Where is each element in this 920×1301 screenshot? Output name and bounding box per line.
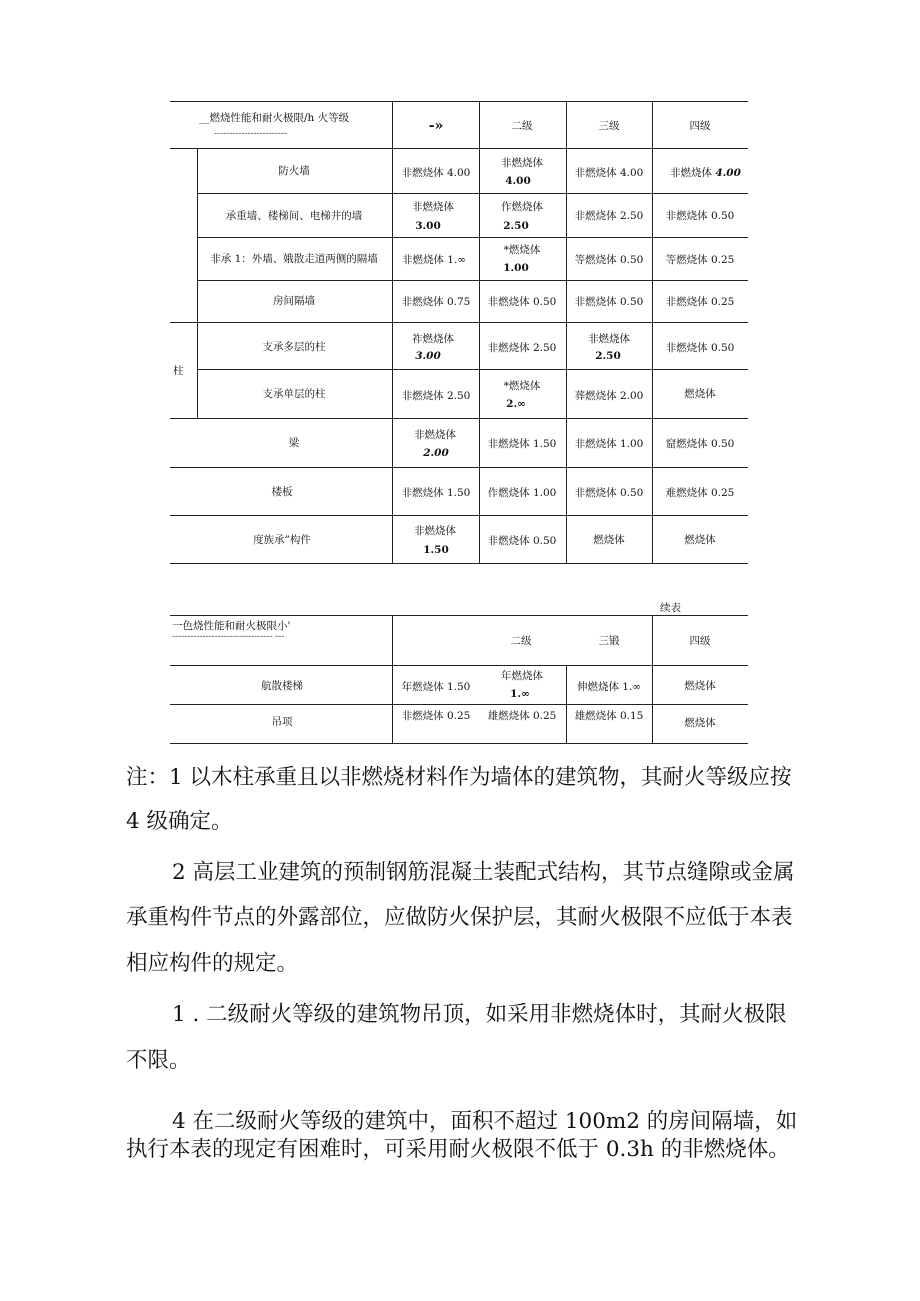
grade3-header: 三锻 xyxy=(598,635,620,647)
table-cell: 非燃烧体 2.50 xyxy=(574,210,644,222)
table-cell: 燃烧体 xyxy=(684,717,716,729)
row-label: 支承多层的柱 xyxy=(262,341,326,353)
table-cell: 年燃烧体 xyxy=(501,670,543,682)
grade2-header: 二级 xyxy=(510,635,532,647)
table-cell: 非燃烧体 0.50 xyxy=(574,487,644,499)
table-cell: 非燃烧体 1.50 xyxy=(401,487,471,499)
table-cell: 2.∞ xyxy=(506,398,526,410)
table-cell: 等燃烧体 0.25 xyxy=(665,254,735,266)
table-cell: 非燃烧体 0.50 xyxy=(665,342,735,354)
column-group-label: 柱 xyxy=(173,365,184,377)
table-cell: 非燃烧体 xyxy=(414,525,456,537)
note-2-line-1: 2 高层工业建筑的预制钢筋混凝土装配式结构，其节点缝隙或金属 xyxy=(172,860,795,885)
grade1-header: -» xyxy=(428,118,444,134)
table-cell: 非燃烧体 xyxy=(501,157,543,169)
table-cell: 3.00 xyxy=(415,350,441,362)
table-cell: 非燃烧体 1.50 xyxy=(487,438,557,450)
table-cell: 燃烧体 xyxy=(684,388,716,400)
note-2-line-3: 相应构件的规定。 xyxy=(126,951,299,976)
table-cell: 1.∞ xyxy=(510,688,530,700)
table-cell: 非燃烧体 4.00 xyxy=(670,167,741,179)
note-4-line-1: 4 在二级耐火等级的建筑中，面积不超过 100m2 的房间隔墙，如 xyxy=(172,1109,798,1134)
table-cell: 作燃烧体 1.00 xyxy=(487,487,557,499)
row-label: 防火墙 xyxy=(278,165,310,177)
table-cell: 葬燃烧体 2.00 xyxy=(574,390,644,402)
table-cell: 4.00 xyxy=(505,175,531,187)
table-cell: 3.00 xyxy=(415,220,441,232)
table-cell: 燃烧体 xyxy=(684,534,716,546)
table-cell: 燃烧体 xyxy=(593,534,625,546)
table-cell: 非燃烧体 2.50 xyxy=(401,390,471,402)
row-label: 度族承”构件 xyxy=(253,534,311,546)
table-cell: 非燃烧体 0.50 xyxy=(574,296,644,308)
table-cell: 年燃烧体 1.50 xyxy=(401,681,471,693)
table-cell: 作燃烧体 xyxy=(501,201,543,213)
row-label: 支承单层的柱 xyxy=(262,388,326,400)
note-3-line-1: 1 . 二级耐火等级的建筑物吊顶，如采用非燃烧体时，其耐火极限 xyxy=(172,1002,787,1027)
table-cell: 2.50 xyxy=(503,220,529,232)
table-cell: 窟燃烧体 0.50 xyxy=(665,438,735,450)
table-cell: 雄燃烧体 0.15 xyxy=(574,710,644,722)
note-3-line-2: 不限。 xyxy=(126,1048,191,1073)
table-cell: 伸燃烧体 1.∞ xyxy=(576,681,642,693)
table-cell: 2.00 xyxy=(423,447,449,459)
grade4-header: 四级 xyxy=(689,120,711,132)
note-2-line-2: 承重构件节点的外露部位，应做防火保护层，其耐火极限不应低于本表 xyxy=(126,905,793,930)
table1-header-dashes: ------------------------ xyxy=(214,129,287,139)
note-1-line-1: 注：1 以木柱承重且以非燃烧材料作为墙体的建筑物，其耐火等级应按 xyxy=(126,765,792,790)
table-cell: 1.00 xyxy=(503,262,529,274)
table-cell: 难燃烧体 0.25 xyxy=(665,487,735,499)
table-cell: 非燃烧体 2.50 xyxy=(487,342,557,354)
table-caption: 续表 xyxy=(660,602,681,614)
table-cell: 1.50 xyxy=(423,544,449,556)
note-4-line-2: 执行本表的现定有困难时，可采用耐火极限不低于 0.3h 的非燃烧体。 xyxy=(126,1137,790,1162)
row-label: 楼板 xyxy=(271,486,293,498)
row-label: 梁 xyxy=(288,437,300,449)
table-cell: 非燃烧体 0.25 xyxy=(401,710,471,722)
table-cell: 非燃烧体 xyxy=(414,429,456,441)
row-label: 非承 1：外墙、娥散走道两侧的隔墙 xyxy=(210,253,378,265)
row-label: 房间隔墙 xyxy=(273,295,315,307)
table-cell: 等燃烧体 0.50 xyxy=(574,254,644,266)
grade4-header: 四级 xyxy=(689,635,711,647)
table2-header-label: 一色烧性能和耐火极限小' xyxy=(172,620,291,632)
table-cell: 非燃烧体 0.25 xyxy=(665,296,735,308)
row-label: 承重墙、楼梯间、电梯井的墙 xyxy=(225,210,363,222)
table-cell: 非燃烧体 1.00 xyxy=(574,438,644,450)
table-cell: 非燃烧体 xyxy=(412,201,454,213)
table-cell: 非燃烧体 1.∞ xyxy=(401,254,467,266)
table-cell: 2.50 xyxy=(595,350,621,362)
table-cell: 非燃烧体 xyxy=(588,333,630,345)
row-label: 吊项 xyxy=(271,716,293,728)
table-cell: 非燃烧体 4.00 xyxy=(574,167,644,179)
table-cell: 雄燃烧体 0.25 xyxy=(487,710,557,722)
table-cell: 非燃烧体 0.75 xyxy=(401,296,471,308)
table-cell: 燃烧体 xyxy=(684,680,716,692)
table-cell: 非燃烧体 0.50 xyxy=(487,535,557,547)
table-cell: 祚燃烧体 xyxy=(412,333,454,345)
grade3-header: 三级 xyxy=(598,120,620,132)
table-cell: 非燃烧体 4.00 xyxy=(401,167,471,179)
table-cell: 非燃烧体 0.50 xyxy=(487,296,557,308)
note-1-line-2: 4 级确定。 xyxy=(126,809,233,834)
grade2-header: 二级 xyxy=(511,120,533,132)
table1-header-label: __燃烧性能和耐火极限/h 火等级 xyxy=(199,112,350,124)
table-cell: *燃烧体 xyxy=(503,244,541,256)
table-cell: 非燃烧体 0.50 xyxy=(665,210,735,222)
row-label: 航散楼梯 xyxy=(261,680,303,692)
table2-header-dashes: --------------------------------- --- xyxy=(172,632,285,642)
table-cell: *燃烧体 xyxy=(503,380,541,392)
